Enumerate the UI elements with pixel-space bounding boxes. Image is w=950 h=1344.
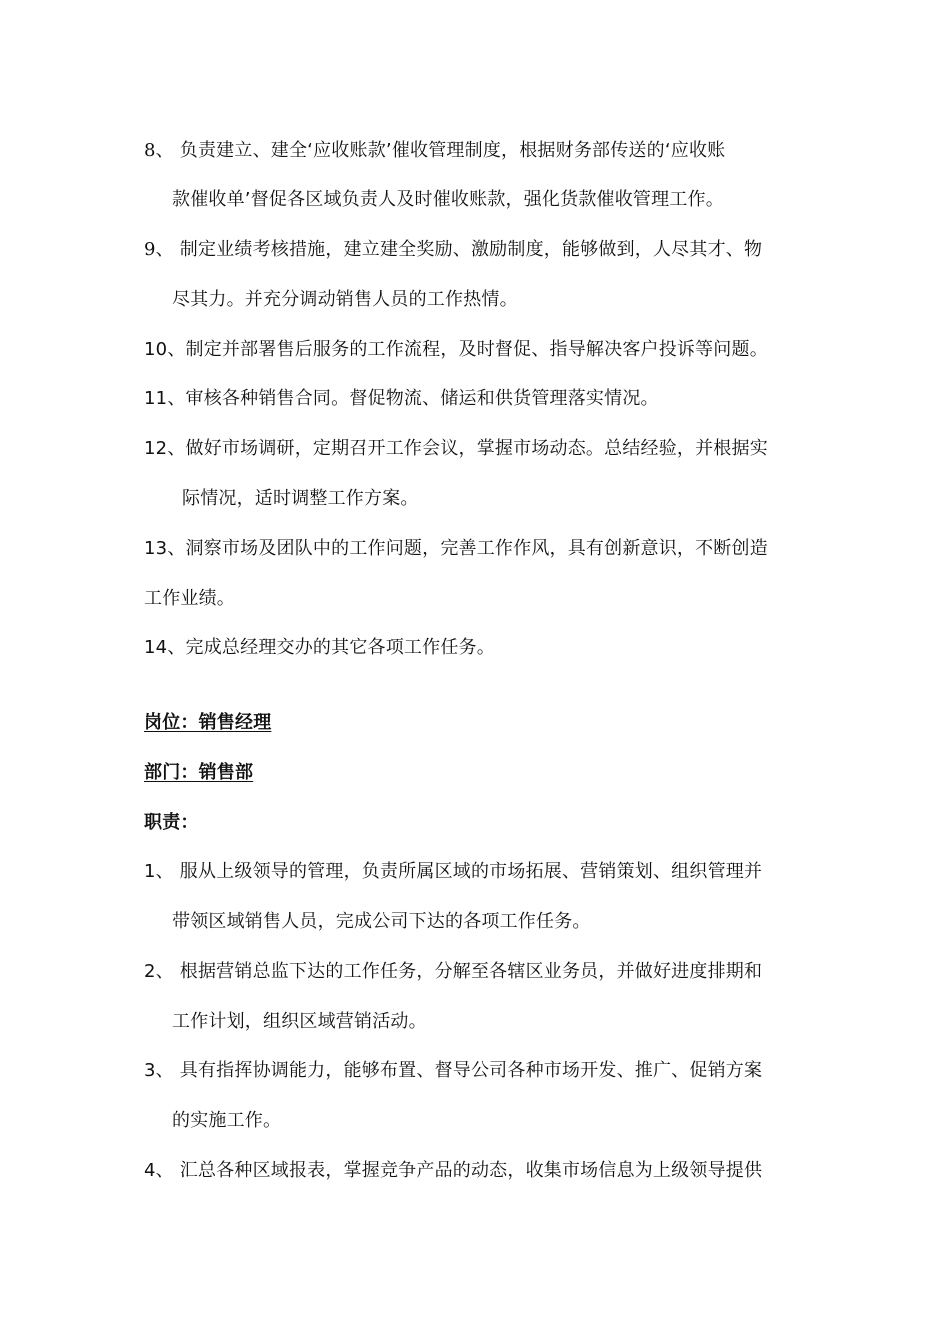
list-item-9-continuation: 尽其力。并充分调动销售人员的工作热情。: [172, 289, 518, 310]
item-text: 制定业绩考核措施，建立建全奖励、激励制度，能够做到，人尽其才、物: [179, 239, 763, 260]
item-number: 3: [144, 1060, 156, 1081]
item-number: 12: [144, 438, 168, 459]
item-text: 负责建立、建全‘应收账款’催收管理制度，根据财务部传送的‘应收账: [179, 140, 726, 161]
item-text: 具有指挥协调能力，能够布置、督导公司各种市场开发、推广、促销方案: [179, 1060, 763, 1081]
list-item-8: [144, 138, 725, 164]
item-text: 审核各种销售合同。督促物流、储运和供货管理落实情况。: [185, 388, 659, 409]
list-item-13: [144, 536, 768, 562]
item-separator: 、: [155, 140, 174, 161]
duty-item-2: [144, 959, 762, 985]
item-text: 洞察市场及团队中的工作问题，完善工作作风，具有创新意识，不断创造: [185, 538, 768, 559]
list-item-11: [144, 386, 659, 412]
item-number: 2: [144, 961, 156, 982]
item-separator: 、: [167, 339, 186, 360]
item-separator: 、: [155, 239, 174, 260]
item-number: 10: [144, 339, 168, 360]
duty-item-1-continuation: 带领区域销售人员，完成公司下达的各项工作任务。: [172, 911, 591, 932]
item-number: 13: [144, 538, 168, 559]
item-text: 做好市场调研，定期召开工作会议，掌握市场动态。总结经验，并根据实: [185, 438, 768, 459]
list-item-10: [144, 337, 768, 363]
item-separator: 、: [167, 438, 186, 459]
item-number: 1: [144, 861, 156, 882]
item-text: 根据营销总监下达的工作任务，分解至各辖区业务员，并做好进度排期和: [179, 961, 763, 982]
item-separator: 、: [167, 538, 186, 559]
duty-item-4: [144, 1158, 762, 1184]
list-item-12-continuation: 际情况，适时调整工作方案。: [182, 488, 419, 509]
item-separator: 、: [155, 961, 174, 982]
item-number: 4: [144, 1160, 156, 1181]
duty-item-2-continuation: 工作计划，组织区域营销活动。: [172, 1011, 427, 1032]
item-separator: 、: [155, 1160, 174, 1181]
item-text: 完成总经理交办的其它各项工作任务。: [185, 637, 495, 658]
item-separator: 、: [167, 388, 186, 409]
duty-item-3-continuation: 的实施工作。: [172, 1110, 282, 1131]
list-item-12: [144, 436, 768, 462]
item-separator: 、: [155, 861, 174, 882]
duty-item-3: [144, 1058, 762, 1084]
list-item-13-continuation: 工作业绩。: [144, 588, 235, 609]
item-text: 服从上级领导的管理，负责所属区域的市场拓展、营销策划、组织管理并: [179, 861, 763, 882]
item-separator: 、: [155, 1060, 174, 1081]
item-text: 汇总各种区域报表，掌握竞争产品的动态，收集市场信息为上级领导提供: [179, 1160, 763, 1181]
list-item-9: [144, 237, 762, 263]
duty-item-1: [144, 859, 762, 885]
position-title: 岗位：销售经理: [144, 712, 272, 733]
item-number: 9: [144, 239, 156, 260]
item-separator: 、: [167, 637, 186, 658]
item-number: 8: [144, 140, 156, 161]
item-text: 制定并部署售后服务的工作流程，及时督促、指导解决客户投诉等问题。: [185, 339, 768, 360]
item-number: 14: [144, 637, 168, 658]
list-item-14: [144, 635, 495, 661]
item-number: 11: [144, 388, 168, 409]
duties-label: 职责：: [144, 812, 199, 833]
department-title: 部门：销售部: [144, 762, 254, 783]
list-item-8-continuation: 款催收单’督促各区域负责人及时催收账款，强化货款催收管理工作。: [172, 189, 724, 210]
